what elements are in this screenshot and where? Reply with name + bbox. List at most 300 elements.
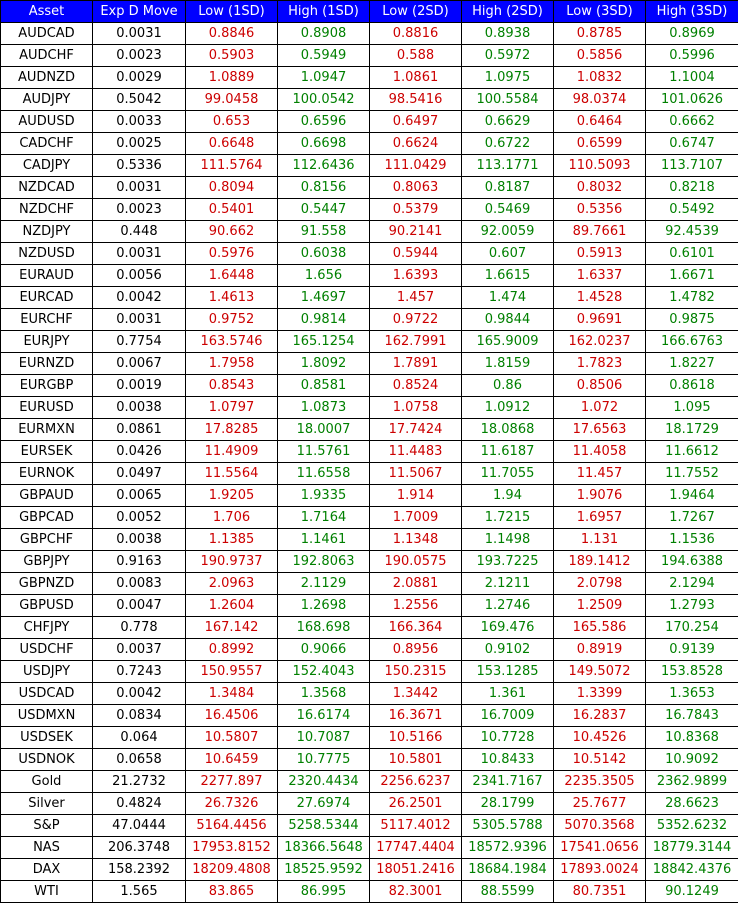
high-2sd-cell: 10.8433	[462, 749, 554, 771]
low-1sd-cell: 0.5401	[186, 199, 278, 221]
high-3sd-cell: 194.6388	[646, 551, 738, 573]
low-3sd-cell: 89.7661	[554, 221, 646, 243]
exp-d-move-cell: 0.0031	[93, 243, 186, 265]
high-3sd-cell: 90.1249	[646, 881, 738, 903]
high-2sd-cell: 0.6722	[462, 133, 554, 155]
low-1sd-cell: 0.5976	[186, 243, 278, 265]
low-1sd-cell: 1.4613	[186, 287, 278, 309]
low-2sd-cell: 0.6497	[370, 111, 462, 133]
exp-d-move-cell: 0.0042	[93, 287, 186, 309]
table-row	[1, 793, 738, 815]
high-2sd-cell: 0.9102	[462, 639, 554, 661]
high-3sd-cell: 0.8218	[646, 177, 738, 199]
table-row	[1, 441, 738, 463]
exp-d-move-cell: 0.064	[93, 727, 186, 749]
low-2sd-cell: 1.914	[370, 485, 462, 507]
low-2sd-cell: 82.3001	[370, 881, 462, 903]
header-low-1sd: Low (1SD)	[186, 1, 278, 23]
high-3sd-cell: 18779.3144	[646, 837, 738, 859]
low-3sd-cell: 25.7677	[554, 793, 646, 815]
high-3sd-cell: 0.6747	[646, 133, 738, 155]
asset-cell: EURNOK	[1, 463, 93, 485]
low-3sd-cell: 10.5142	[554, 749, 646, 771]
high-2sd-cell: 1.1498	[462, 529, 554, 551]
low-1sd-cell: 0.653	[186, 111, 278, 133]
high-3sd-cell: 18842.4376	[646, 859, 738, 881]
low-2sd-cell: 26.2501	[370, 793, 462, 815]
low-1sd-cell: 1.3484	[186, 683, 278, 705]
asset-cell: AUDJPY	[1, 89, 93, 111]
exp-d-move-cell: 0.0031	[93, 23, 186, 45]
high-2sd-cell: 193.7225	[462, 551, 554, 573]
low-3sd-cell: 1.6337	[554, 265, 646, 287]
table-row	[1, 287, 738, 309]
low-1sd-cell: 17.8285	[186, 419, 278, 441]
high-3sd-cell: 1.8227	[646, 353, 738, 375]
asset-cell: EURGBP	[1, 375, 93, 397]
high-3sd-cell: 1.4782	[646, 287, 738, 309]
exp-d-move-cell: 0.0031	[93, 309, 186, 331]
exp-d-move-cell: 0.0037	[93, 639, 186, 661]
asset-cell: GBPCHF	[1, 529, 93, 551]
asset-cell: NZDCAD	[1, 177, 93, 199]
low-1sd-cell: 17953.8152	[186, 837, 278, 859]
exp-d-move-cell: 0.0065	[93, 485, 186, 507]
high-3sd-cell: 1.095	[646, 397, 738, 419]
exp-d-move-cell: 0.0834	[93, 705, 186, 727]
low-3sd-cell: 17541.0656	[554, 837, 646, 859]
high-1sd-cell: 165.1254	[278, 331, 370, 353]
low-1sd-cell: 1.0797	[186, 397, 278, 419]
high-2sd-cell: 1.474	[462, 287, 554, 309]
high-2sd-cell: 1.8159	[462, 353, 554, 375]
high-2sd-cell: 18.0868	[462, 419, 554, 441]
low-3sd-cell: 149.5072	[554, 661, 646, 683]
high-1sd-cell: 192.8063	[278, 551, 370, 573]
low-3sd-cell: 11.4058	[554, 441, 646, 463]
asset-cell: EURUSD	[1, 397, 93, 419]
low-2sd-cell: 17.7424	[370, 419, 462, 441]
asset-cell: WTI	[1, 881, 93, 903]
low-1sd-cell: 1.0889	[186, 67, 278, 89]
low-3sd-cell: 2.0798	[554, 573, 646, 595]
low-1sd-cell: 2277.897	[186, 771, 278, 793]
low-1sd-cell: 150.9557	[186, 661, 278, 683]
low-3sd-cell: 11.457	[554, 463, 646, 485]
high-1sd-cell: 0.5949	[278, 45, 370, 67]
high-3sd-cell: 2.1294	[646, 573, 738, 595]
header-exp-d-move: Exp D Move	[93, 1, 186, 23]
low-3sd-cell: 17.6563	[554, 419, 646, 441]
low-1sd-cell: 0.5903	[186, 45, 278, 67]
exp-d-move-cell: 0.0083	[93, 573, 186, 595]
low-2sd-cell: 1.0861	[370, 67, 462, 89]
table-body	[1, 23, 738, 903]
low-1sd-cell: 90.662	[186, 221, 278, 243]
low-3sd-cell: 0.8785	[554, 23, 646, 45]
high-2sd-cell: 169.476	[462, 617, 554, 639]
high-2sd-cell: 1.94	[462, 485, 554, 507]
table-row	[1, 331, 738, 353]
high-2sd-cell: 2.1211	[462, 573, 554, 595]
asset-cell: CADJPY	[1, 155, 93, 177]
high-1sd-cell: 1.7164	[278, 507, 370, 529]
table-row	[1, 815, 738, 837]
low-2sd-cell: 0.588	[370, 45, 462, 67]
low-3sd-cell: 1.131	[554, 529, 646, 551]
high-3sd-cell: 0.8969	[646, 23, 738, 45]
asset-cell: GBPCAD	[1, 507, 93, 529]
high-1sd-cell: 0.8581	[278, 375, 370, 397]
asset-cell: USDJPY	[1, 661, 93, 683]
exp-d-move-cell: 206.3748	[93, 837, 186, 859]
low-3sd-cell: 165.586	[554, 617, 646, 639]
high-1sd-cell: 11.6558	[278, 463, 370, 485]
low-1sd-cell: 1.2604	[186, 595, 278, 617]
low-1sd-cell: 83.865	[186, 881, 278, 903]
low-2sd-cell: 0.8063	[370, 177, 462, 199]
low-1sd-cell: 1.1385	[186, 529, 278, 551]
high-1sd-cell: 1.3568	[278, 683, 370, 705]
exp-d-move-cell: 0.0497	[93, 463, 186, 485]
low-2sd-cell: 17747.4404	[370, 837, 462, 859]
low-2sd-cell: 2.0881	[370, 573, 462, 595]
low-3sd-cell: 98.0374	[554, 89, 646, 111]
header-row	[1, 1, 738, 23]
high-3sd-cell: 1.3653	[646, 683, 738, 705]
high-3sd-cell: 0.6101	[646, 243, 738, 265]
table-row	[1, 111, 738, 133]
table-row	[1, 859, 738, 881]
high-1sd-cell: 2.1129	[278, 573, 370, 595]
asset-cell: USDCAD	[1, 683, 93, 705]
exp-d-move-cell: 21.2732	[93, 771, 186, 793]
asset-cell: CADCHF	[1, 133, 93, 155]
high-3sd-cell: 11.6612	[646, 441, 738, 463]
asset-cell: EURCAD	[1, 287, 93, 309]
low-2sd-cell: 1.7891	[370, 353, 462, 375]
exp-d-move-cell: 0.7243	[93, 661, 186, 683]
exp-d-move-cell: 1.565	[93, 881, 186, 903]
table-row	[1, 551, 738, 573]
asset-cell: NZDUSD	[1, 243, 93, 265]
high-1sd-cell: 1.0947	[278, 67, 370, 89]
high-2sd-cell: 0.8938	[462, 23, 554, 45]
exp-d-move-cell: 0.778	[93, 617, 186, 639]
high-1sd-cell: 0.9066	[278, 639, 370, 661]
high-1sd-cell: 168.698	[278, 617, 370, 639]
table-row	[1, 155, 738, 177]
low-1sd-cell: 1.7958	[186, 353, 278, 375]
asset-cell: AUDUSD	[1, 111, 93, 133]
exp-d-move-cell: 0.0029	[93, 67, 186, 89]
low-3sd-cell: 1.7823	[554, 353, 646, 375]
high-1sd-cell: 152.4043	[278, 661, 370, 683]
table-row	[1, 837, 738, 859]
low-3sd-cell: 0.5856	[554, 45, 646, 67]
high-2sd-cell: 11.7055	[462, 463, 554, 485]
low-1sd-cell: 16.4506	[186, 705, 278, 727]
table-row	[1, 23, 738, 45]
low-1sd-cell: 18209.4808	[186, 859, 278, 881]
table-row	[1, 221, 738, 243]
exp-d-move-cell: 0.0023	[93, 45, 186, 67]
table-row	[1, 463, 738, 485]
asset-cell: USDMXN	[1, 705, 93, 727]
high-1sd-cell: 10.7775	[278, 749, 370, 771]
low-3sd-cell: 0.9691	[554, 309, 646, 331]
asset-cell: CHFJPY	[1, 617, 93, 639]
high-2sd-cell: 1.361	[462, 683, 554, 705]
low-3sd-cell: 1.3399	[554, 683, 646, 705]
high-2sd-cell: 113.1771	[462, 155, 554, 177]
low-3sd-cell: 10.4526	[554, 727, 646, 749]
table-row	[1, 639, 738, 661]
header-low-2sd: Low (2SD)	[370, 1, 462, 23]
asset-cell: Silver	[1, 793, 93, 815]
high-3sd-cell: 1.6671	[646, 265, 738, 287]
high-2sd-cell: 0.5469	[462, 199, 554, 221]
table-row	[1, 595, 738, 617]
table-row	[1, 705, 738, 727]
exp-d-move-cell: 0.0031	[93, 177, 186, 199]
high-2sd-cell: 0.9844	[462, 309, 554, 331]
exp-d-move-cell: 158.2392	[93, 859, 186, 881]
low-3sd-cell: 1.2509	[554, 595, 646, 617]
high-2sd-cell: 16.7009	[462, 705, 554, 727]
high-1sd-cell: 0.6038	[278, 243, 370, 265]
low-2sd-cell: 0.8956	[370, 639, 462, 661]
high-1sd-cell: 91.558	[278, 221, 370, 243]
table-row	[1, 309, 738, 331]
low-3sd-cell: 189.1412	[554, 551, 646, 573]
high-3sd-cell: 101.0626	[646, 89, 738, 111]
low-1sd-cell: 167.142	[186, 617, 278, 639]
low-2sd-cell: 111.0429	[370, 155, 462, 177]
low-1sd-cell: 0.8846	[186, 23, 278, 45]
header-low-3sd: Low (3SD)	[554, 1, 646, 23]
low-1sd-cell: 11.4909	[186, 441, 278, 463]
asset-cell: GBPJPY	[1, 551, 93, 573]
high-1sd-cell: 2320.4434	[278, 771, 370, 793]
header-high-1sd: High (1SD)	[278, 1, 370, 23]
low-3sd-cell: 110.5093	[554, 155, 646, 177]
high-2sd-cell: 0.607	[462, 243, 554, 265]
high-2sd-cell: 1.7215	[462, 507, 554, 529]
exp-d-move-cell: 0.0056	[93, 265, 186, 287]
asset-cell: Gold	[1, 771, 93, 793]
asset-cell: EURAUD	[1, 265, 93, 287]
high-2sd-cell: 100.5584	[462, 89, 554, 111]
low-2sd-cell: 166.364	[370, 617, 462, 639]
low-1sd-cell: 0.9752	[186, 309, 278, 331]
asset-cell: GBPUSD	[1, 595, 93, 617]
exp-d-move-cell: 0.5042	[93, 89, 186, 111]
low-1sd-cell: 10.5807	[186, 727, 278, 749]
asset-cell: EURJPY	[1, 331, 93, 353]
low-3sd-cell: 80.7351	[554, 881, 646, 903]
high-3sd-cell: 1.7267	[646, 507, 738, 529]
header-asset: Asset	[1, 1, 93, 23]
exp-d-move-cell: 0.0042	[93, 683, 186, 705]
table-row	[1, 353, 738, 375]
high-1sd-cell: 18366.5648	[278, 837, 370, 859]
exp-d-move-cell: 0.0047	[93, 595, 186, 617]
high-3sd-cell: 1.1536	[646, 529, 738, 551]
low-2sd-cell: 90.2141	[370, 221, 462, 243]
table-row	[1, 749, 738, 771]
high-2sd-cell: 1.6615	[462, 265, 554, 287]
high-1sd-cell: 86.995	[278, 881, 370, 903]
low-1sd-cell: 163.5746	[186, 331, 278, 353]
high-3sd-cell: 0.5996	[646, 45, 738, 67]
high-3sd-cell: 16.7843	[646, 705, 738, 727]
high-2sd-cell: 88.5599	[462, 881, 554, 903]
high-2sd-cell: 18684.1984	[462, 859, 554, 881]
high-3sd-cell: 1.1004	[646, 67, 738, 89]
low-2sd-cell: 11.5067	[370, 463, 462, 485]
header-high-3sd: High (3SD)	[646, 1, 738, 23]
high-1sd-cell: 0.9814	[278, 309, 370, 331]
high-1sd-cell: 11.5761	[278, 441, 370, 463]
high-3sd-cell: 113.7107	[646, 155, 738, 177]
high-1sd-cell: 1.8092	[278, 353, 370, 375]
low-3sd-cell: 0.8506	[554, 375, 646, 397]
table-row	[1, 661, 738, 683]
high-3sd-cell: 0.6662	[646, 111, 738, 133]
low-1sd-cell: 5164.4456	[186, 815, 278, 837]
asset-cell: USDCHF	[1, 639, 93, 661]
low-1sd-cell: 1.706	[186, 507, 278, 529]
low-2sd-cell: 190.0575	[370, 551, 462, 573]
asset-cell: AUDNZD	[1, 67, 93, 89]
high-3sd-cell: 153.8528	[646, 661, 738, 683]
low-2sd-cell: 150.2315	[370, 661, 462, 683]
low-2sd-cell: 1.457	[370, 287, 462, 309]
low-1sd-cell: 11.5564	[186, 463, 278, 485]
table-row	[1, 683, 738, 705]
low-3sd-cell: 5070.3568	[554, 815, 646, 837]
low-1sd-cell: 0.6648	[186, 133, 278, 155]
low-3sd-cell: 1.4528	[554, 287, 646, 309]
exp-d-move-cell: 0.0038	[93, 397, 186, 419]
exp-d-move-cell: 0.0033	[93, 111, 186, 133]
low-3sd-cell: 0.8919	[554, 639, 646, 661]
high-3sd-cell: 5352.6232	[646, 815, 738, 837]
low-1sd-cell: 190.9737	[186, 551, 278, 573]
low-1sd-cell: 2.0963	[186, 573, 278, 595]
low-1sd-cell: 99.0458	[186, 89, 278, 111]
high-1sd-cell: 27.6974	[278, 793, 370, 815]
low-2sd-cell: 10.5166	[370, 727, 462, 749]
low-3sd-cell: 0.6464	[554, 111, 646, 133]
low-2sd-cell: 0.5379	[370, 199, 462, 221]
low-2sd-cell: 162.7991	[370, 331, 462, 353]
high-3sd-cell: 0.9139	[646, 639, 738, 661]
table-row	[1, 45, 738, 67]
low-2sd-cell: 0.9722	[370, 309, 462, 331]
table-row	[1, 375, 738, 397]
high-3sd-cell: 2362.9899	[646, 771, 738, 793]
high-2sd-cell: 28.1799	[462, 793, 554, 815]
low-1sd-cell: 111.5764	[186, 155, 278, 177]
high-1sd-cell: 1.4697	[278, 287, 370, 309]
high-2sd-cell: 1.0975	[462, 67, 554, 89]
high-3sd-cell: 10.8368	[646, 727, 738, 749]
low-3sd-cell: 0.6599	[554, 133, 646, 155]
low-2sd-cell: 1.7009	[370, 507, 462, 529]
table-row	[1, 265, 738, 287]
low-1sd-cell: 1.6448	[186, 265, 278, 287]
high-2sd-cell: 11.6187	[462, 441, 554, 463]
asset-cell: USDSEK	[1, 727, 93, 749]
high-3sd-cell: 92.4539	[646, 221, 738, 243]
table-row	[1, 133, 738, 155]
low-3sd-cell: 162.0237	[554, 331, 646, 353]
low-2sd-cell: 1.3442	[370, 683, 462, 705]
high-1sd-cell: 10.7087	[278, 727, 370, 749]
table-row	[1, 617, 738, 639]
asset-cell: GBPAUD	[1, 485, 93, 507]
asset-cell: NZDJPY	[1, 221, 93, 243]
low-2sd-cell: 10.5801	[370, 749, 462, 771]
exp-d-move-cell: 0.448	[93, 221, 186, 243]
high-3sd-cell: 11.7552	[646, 463, 738, 485]
high-1sd-cell: 112.6436	[278, 155, 370, 177]
high-3sd-cell: 0.8618	[646, 375, 738, 397]
low-1sd-cell: 26.7326	[186, 793, 278, 815]
high-2sd-cell: 1.2746	[462, 595, 554, 617]
low-2sd-cell: 18051.2416	[370, 859, 462, 881]
low-2sd-cell: 1.0758	[370, 397, 462, 419]
asset-cell: EURMXN	[1, 419, 93, 441]
table-row	[1, 771, 738, 793]
table-row	[1, 529, 738, 551]
asset-cell: EURCHF	[1, 309, 93, 331]
high-1sd-cell: 1.0873	[278, 397, 370, 419]
high-3sd-cell: 1.9464	[646, 485, 738, 507]
high-2sd-cell: 0.6629	[462, 111, 554, 133]
high-3sd-cell: 28.6623	[646, 793, 738, 815]
high-1sd-cell: 100.0542	[278, 89, 370, 111]
exp-d-move-cell: 0.0861	[93, 419, 186, 441]
asset-cell: USDNOK	[1, 749, 93, 771]
high-2sd-cell: 0.86	[462, 375, 554, 397]
exp-d-move-cell: 0.0658	[93, 749, 186, 771]
exp-d-move-cell: 0.0052	[93, 507, 186, 529]
high-3sd-cell: 0.9875	[646, 309, 738, 331]
low-3sd-cell: 0.5356	[554, 199, 646, 221]
high-1sd-cell: 5258.5344	[278, 815, 370, 837]
high-1sd-cell: 1.9335	[278, 485, 370, 507]
table-row	[1, 573, 738, 595]
high-2sd-cell: 1.0912	[462, 397, 554, 419]
high-3sd-cell: 18.1729	[646, 419, 738, 441]
table-row	[1, 485, 738, 507]
high-1sd-cell: 0.6698	[278, 133, 370, 155]
exp-d-move-cell: 47.0444	[93, 815, 186, 837]
low-2sd-cell: 2256.6237	[370, 771, 462, 793]
exp-d-move-cell: 0.9163	[93, 551, 186, 573]
high-2sd-cell: 0.5972	[462, 45, 554, 67]
high-1sd-cell: 18.0007	[278, 419, 370, 441]
low-2sd-cell: 16.3671	[370, 705, 462, 727]
high-3sd-cell: 0.5492	[646, 199, 738, 221]
low-1sd-cell: 1.9205	[186, 485, 278, 507]
low-3sd-cell: 2235.3505	[554, 771, 646, 793]
asset-cell: AUDCHF	[1, 45, 93, 67]
low-3sd-cell: 1.072	[554, 397, 646, 419]
